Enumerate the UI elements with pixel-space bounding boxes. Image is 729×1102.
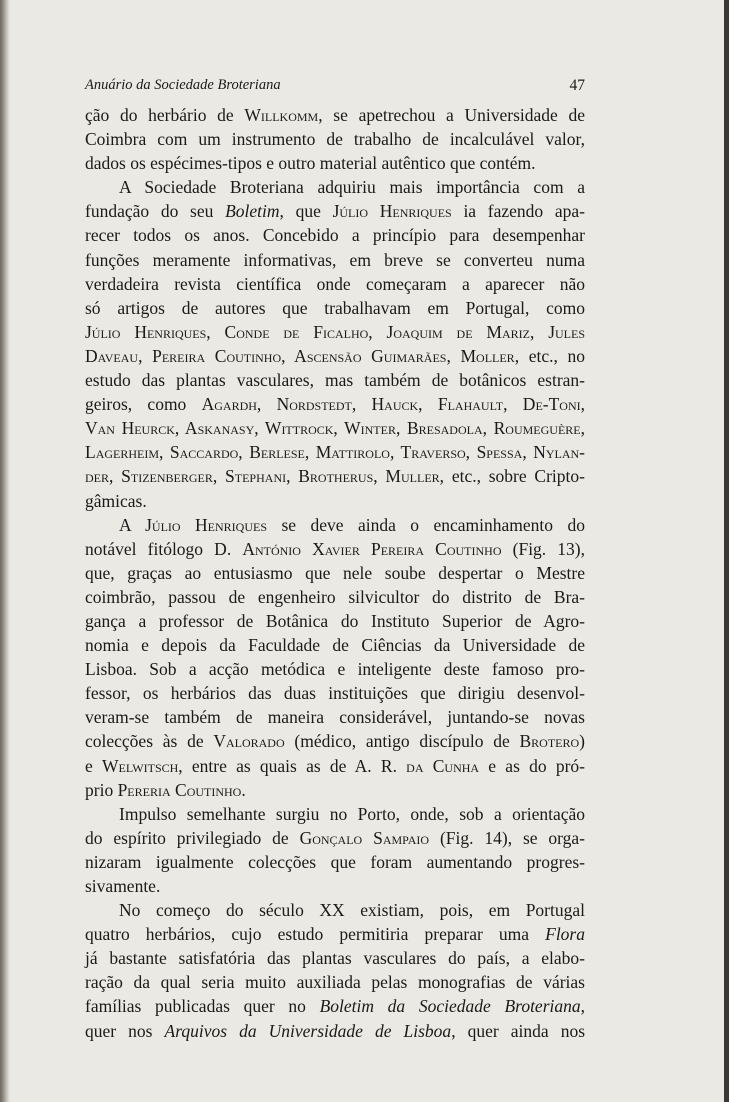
italic-title: Boletim da Sociedade Broteriana (319, 996, 581, 1017)
text-line (85, 802, 585, 826)
name-small-caps: Gonçalo Sampaio (299, 827, 430, 848)
text-line (85, 127, 585, 151)
text-segment: (médico, antigo discípulo de (284, 731, 520, 752)
text-segment: prio (85, 779, 118, 800)
text-line (85, 754, 585, 778)
name-small-caps: Júlio Henriques, Conde de Ficalho, Joaquim de Mariz, Jules (85, 321, 585, 342)
text-segment: fundação do seu (85, 201, 226, 222)
text-line (85, 440, 585, 464)
text-segment: ção do herbário de (85, 105, 245, 125)
text-line (85, 223, 585, 247)
text-line (85, 464, 585, 488)
text-segment: quer nos (85, 1020, 165, 1041)
text-segment: fessor, os herbários das duas instituições que dirigiu desenvol- (85, 683, 585, 704)
text-line (85, 778, 585, 802)
text-line (85, 344, 585, 368)
text-line (85, 657, 585, 681)
text-line (85, 633, 585, 657)
text-segment: ração da qual seria muito auxiliada pelas monografias de várias (85, 972, 585, 993)
text-segment: (Fig. 14), se orga- (429, 827, 585, 848)
text-line (85, 151, 585, 175)
text-segment: e as do pró- (479, 755, 585, 776)
text-segment: verdadeira revista científica onde começaram a aparecer não (85, 273, 585, 294)
text-segment: do espírito privilegiado de (85, 827, 300, 848)
text-line (85, 994, 585, 1018)
text-segment: , etc., sobre Cripto- (439, 466, 585, 487)
text-segment: funções meramente informativas, em breve se converteu numa (85, 249, 585, 270)
text-segment: geiros, como (85, 394, 202, 415)
text-segment: , quer ainda nos (451, 1020, 585, 1041)
name-small-caps: Willkomm (244, 105, 319, 125)
text-line (85, 489, 585, 513)
text-line (85, 368, 585, 392)
text-line (85, 970, 585, 994)
italic-title: Boletim (225, 201, 280, 222)
text-segment: se deve ainda o encaminhamento do (267, 514, 585, 535)
name-small-caps: Van Heurck, Askanasy, Wittrock, Winter, Bresadola, Roumeguère, (85, 418, 585, 439)
text-segment: só artigos de autores que trabalhavam em Portugal, como (85, 297, 585, 318)
text-line (85, 874, 585, 898)
text-segment: famílias publicadas quer no (85, 996, 320, 1017)
text-line (85, 248, 585, 272)
text-segment: notável fitólogo D. (85, 538, 243, 559)
text-segment: recer todos os anos. Concebido a princípio para desempenhar (85, 225, 585, 246)
text-segment: colecções às de (85, 731, 214, 752)
text-line (85, 850, 585, 874)
text-line (85, 1019, 585, 1043)
running-header (85, 77, 585, 97)
text-segment: ia fazendo apa- (451, 201, 585, 222)
text-line (85, 513, 585, 537)
text-segment: quatro herbários, cujo estudo permitiria preparar uma (85, 924, 546, 945)
text-segment: No começo do século XX existiam, pois, em Portugal (119, 900, 585, 921)
text-segment: , etc., no (514, 345, 585, 366)
text-segment: e (85, 755, 102, 776)
text-segment: veram-se também de maneira considerável, juntando-se novas (85, 707, 585, 728)
name-small-caps: Brotero (519, 731, 580, 752)
name-small-caps: Pereria Coutinho (117, 779, 242, 800)
text-line (85, 561, 585, 585)
name-small-caps: da Cunha (406, 755, 480, 776)
text-segment: . (241, 779, 246, 800)
page-number: 47 (569, 77, 585, 94)
text-segment: A Sociedade Broteriana adquiriu mais importância com a (119, 177, 585, 198)
text-segment: Coimbra com um instrumento de trabalho de incalculável valor, (85, 129, 585, 150)
name-small-caps: Daveau, Pereira Coutinho, Ascensão Guimarães, Moller (85, 345, 515, 366)
body-text (85, 103, 585, 1043)
name-small-caps: António Xavier Pereira Coutinho (242, 538, 502, 559)
text-line (85, 681, 585, 705)
text-line (85, 320, 585, 344)
name-small-caps: Lagerheim, Saccardo, Berlese, Mattirolo, Traverso, Spessa, Nylan- (85, 442, 585, 463)
text-line (85, 705, 585, 729)
text-segment: A (119, 514, 146, 535)
text-segment: já bastante satisfatória das plantas vasculares do país, a elabo- (85, 948, 585, 969)
text-segment: estudo das plantas vasculares, mas também de botânicos estran- (85, 370, 585, 391)
text-line (85, 609, 585, 633)
name-small-caps: Júlio Henriques (332, 201, 452, 222)
text-segment: coimbrão, passou de engenheiro silvicultor do distrito de Bra- (85, 586, 585, 607)
name-small-caps: Welwitsch (102, 755, 179, 776)
text-segment: , que (279, 201, 333, 222)
text-line (85, 199, 585, 223)
text-segment: gança a professor de Botânica do Instituto Superior de Agro- (85, 610, 585, 631)
text-segment: que, graças ao entusiasmo que nele soube despertar o Mestre (85, 562, 585, 583)
text-line (85, 826, 585, 850)
text-line (85, 898, 585, 922)
text-segment: Impulso semelhante surgiu no Porto, onde, sob a orientação (119, 803, 585, 824)
name-small-caps: Agardh, Nordstedt, Hauck, Flahault, De-Toni, (201, 394, 585, 415)
text-segment: gâmicas. (85, 490, 147, 511)
text-segment: nizaram igualmente colecções que foram aumentando progres- (85, 851, 585, 872)
text-line (85, 175, 585, 199)
italic-title: Flora (545, 924, 585, 945)
text-line (85, 922, 585, 946)
text-line (85, 392, 585, 416)
page-right-edge (724, 0, 729, 1102)
text-line (85, 296, 585, 320)
text-line (85, 946, 585, 970)
name-small-caps: der, Stizenberger, Stephani, Brotherus, Muller (85, 466, 440, 487)
text-line (85, 103, 585, 127)
text-segment: (Fig. 13), (501, 538, 586, 559)
text-segment: , se apetrechou a Universidade de (318, 105, 585, 125)
text-line (85, 537, 585, 561)
text-segment: Lisboa. Sob a acção metódica e inteligente deste famoso pro- (85, 659, 585, 680)
text-line (85, 272, 585, 296)
text-segment: , entre as quais as de A. R. (178, 755, 407, 776)
text-line (85, 729, 585, 753)
running-title: Anuário da Sociedade Broteriana (85, 77, 281, 93)
text-segment: dados os espécimes-tipos e outro material autêntico que contém. (85, 153, 536, 174)
italic-title: Arquivos da Universidade de Lisboa (164, 1020, 452, 1041)
text-segment: sivamente. (85, 876, 161, 896)
text-segment: , (580, 996, 585, 1017)
name-small-caps: Valorado (213, 731, 285, 752)
page-binding-edge (0, 0, 10, 1102)
text-line (85, 416, 585, 440)
name-small-caps: Júlio Henriques (145, 514, 268, 535)
text-line (85, 585, 585, 609)
text-segment: ) (579, 731, 585, 752)
text-segment: nomia e depois da Faculdade de Ciências da Universidade de (85, 635, 585, 656)
